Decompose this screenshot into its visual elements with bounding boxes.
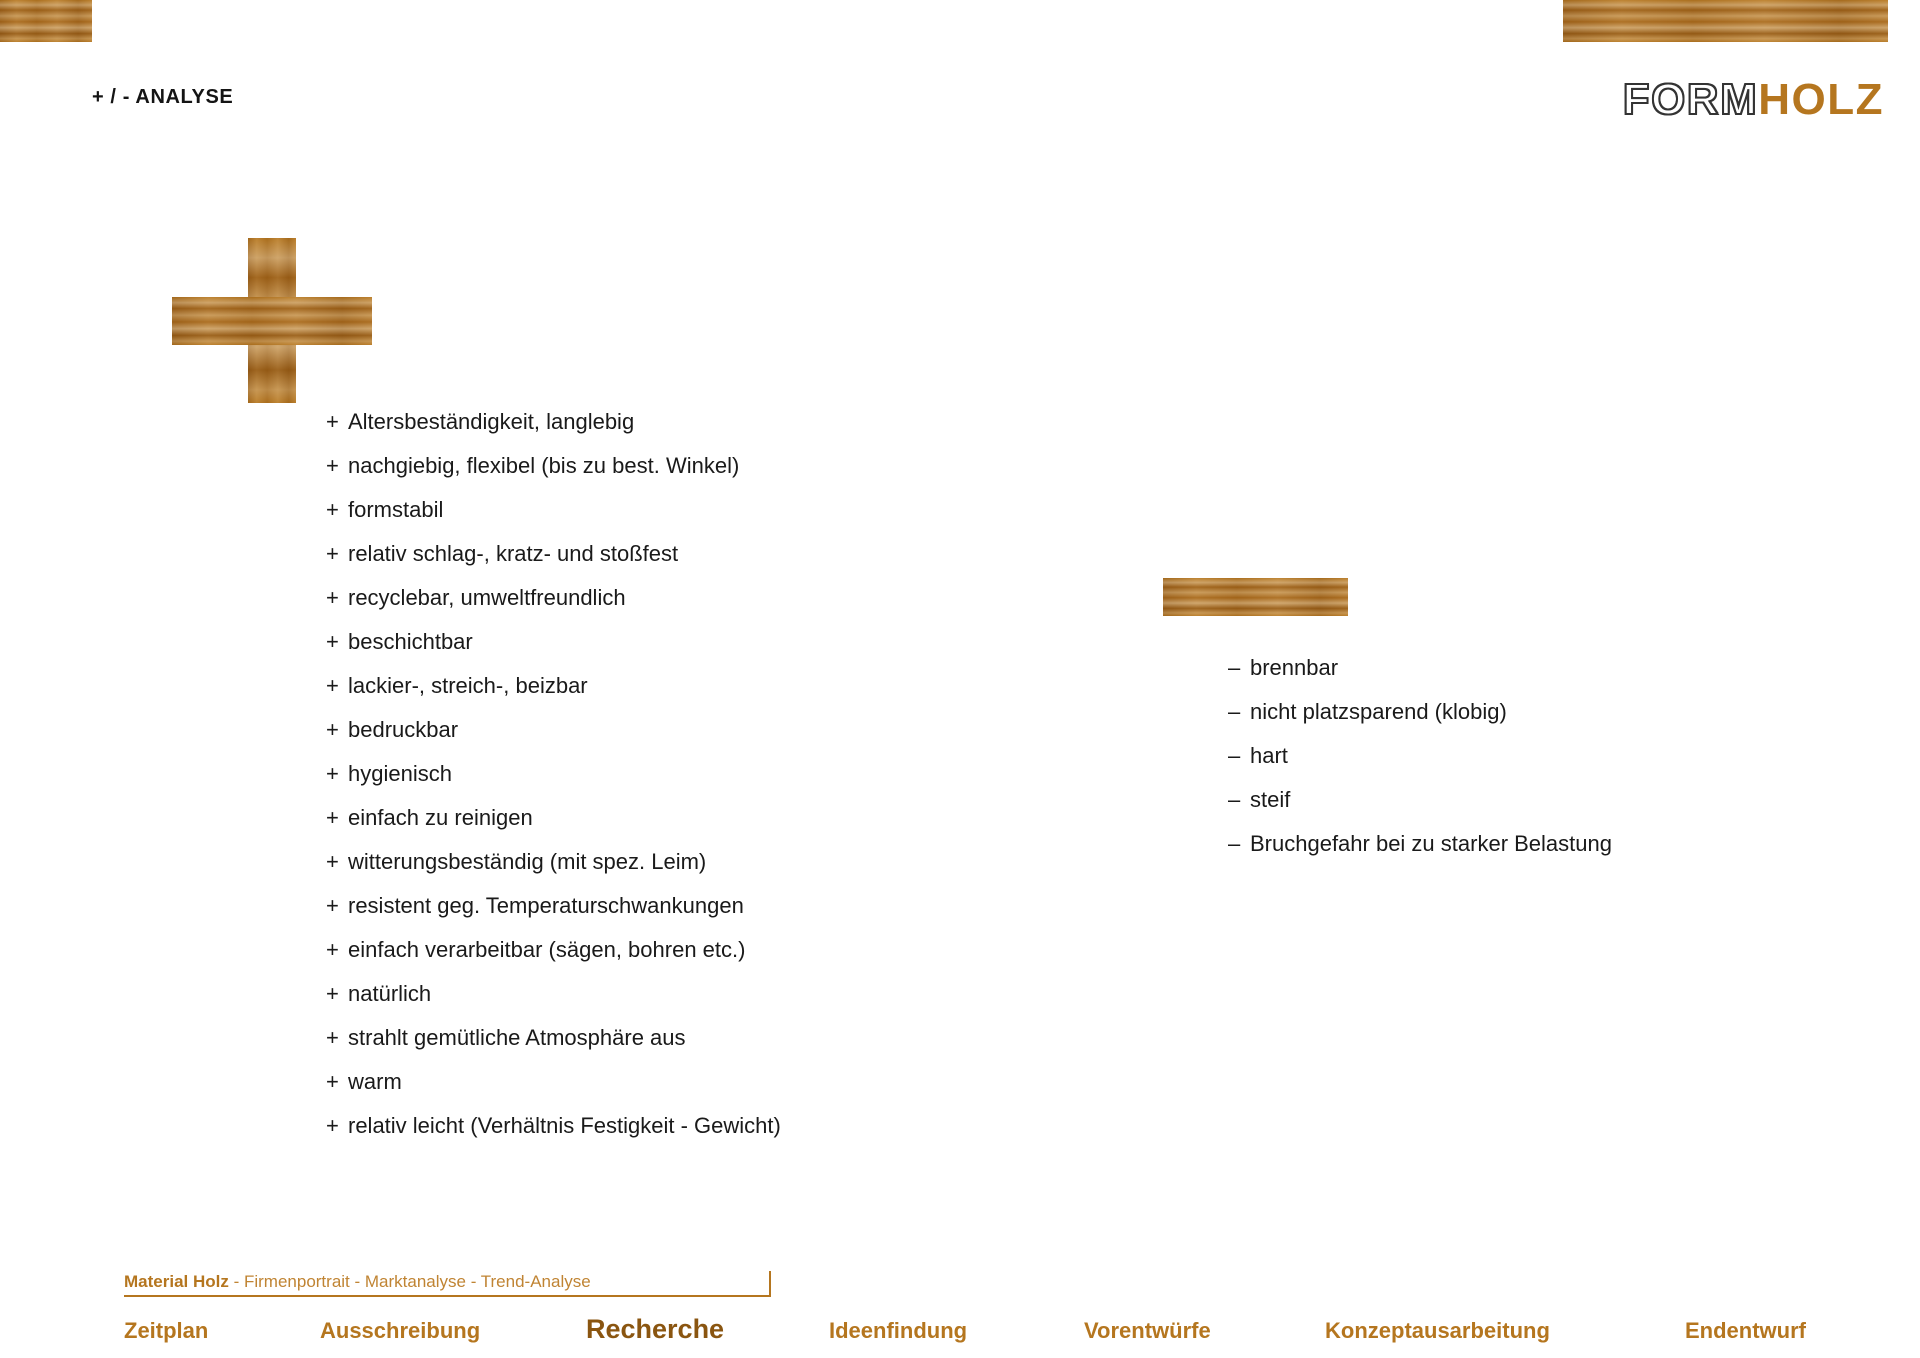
item-sign: + xyxy=(326,453,339,478)
list-item xyxy=(326,576,781,620)
item-sign: + xyxy=(326,497,339,522)
item-text: natürlich xyxy=(348,981,432,1006)
list-item xyxy=(326,1060,781,1104)
list-item xyxy=(1228,822,1612,866)
item-sign: + xyxy=(326,893,339,918)
item-sign: + xyxy=(326,1113,339,1138)
item-sign: + xyxy=(326,717,339,742)
list-item xyxy=(326,620,781,664)
top-left-wood-bar xyxy=(0,0,92,42)
item-sign: + xyxy=(326,981,339,1006)
nav-item-endentwurf[interactable]: Endentwurf xyxy=(1685,1318,1806,1343)
footer-subline-rule xyxy=(124,1295,770,1297)
item-text: formstabil xyxy=(348,497,444,522)
item-sign: + xyxy=(326,629,339,654)
item-sign: + xyxy=(326,761,339,786)
minus-sign-icon xyxy=(1163,578,1348,616)
list-item xyxy=(326,488,781,532)
item-sign: + xyxy=(326,1025,339,1050)
item-sign: + xyxy=(326,673,339,698)
cons-list xyxy=(1228,646,1612,866)
item-text: witterungsbeständig (mit spez. Leim) xyxy=(348,849,707,874)
nav-item-ausschreibung[interactable]: Ausschreibung xyxy=(320,1318,481,1343)
logo-text-form: FORM xyxy=(1622,75,1759,124)
nav-item-zeitplan[interactable]: Zeitplan xyxy=(124,1318,209,1343)
list-item xyxy=(326,796,781,840)
item-text: nicht platzsparend (klobig) xyxy=(1250,699,1507,724)
item-text: steif xyxy=(1250,787,1291,812)
item-text: bedruckbar xyxy=(348,717,459,742)
nav-item-konzeptausarbeitung[interactable]: Konzeptausarbeitung xyxy=(1325,1318,1550,1343)
item-text: brennbar xyxy=(1250,655,1339,680)
list-item xyxy=(326,664,781,708)
item-sign: + xyxy=(326,541,339,566)
item-sign: + xyxy=(326,409,339,434)
item-text: relativ leicht (Verhältnis Festigkeit - Gewicht) xyxy=(348,1113,781,1138)
item-sign: + xyxy=(326,937,339,962)
footer-subline-rest: - Firmenportrait - Marktanalyse - Trend-Analyse xyxy=(228,1272,591,1291)
item-text: beschichtbar xyxy=(348,629,473,654)
item-sign: + xyxy=(326,1069,339,1094)
item-text: Altersbeständigkeit, langlebig xyxy=(348,409,635,434)
list-item xyxy=(326,884,781,928)
item-text: nachgiebig, flexibel (bis zu best. Winkel) xyxy=(348,453,740,478)
footer-subline xyxy=(124,1272,591,1292)
footer-subline-strong: Material Holz xyxy=(124,1272,229,1291)
plus-sign-icon xyxy=(172,238,372,403)
item-sign: – xyxy=(1228,831,1241,856)
list-item xyxy=(326,752,781,796)
list-item xyxy=(326,532,781,576)
item-sign: + xyxy=(326,849,339,874)
item-text: Bruchgefahr bei zu starker Belastung xyxy=(1250,831,1612,856)
item-sign: – xyxy=(1228,655,1241,680)
item-sign: + xyxy=(326,805,339,830)
footer-nav xyxy=(124,1314,1864,1358)
item-text: einfach zu reinigen xyxy=(348,805,533,830)
item-text: warm xyxy=(348,1069,402,1094)
list-item xyxy=(326,840,781,884)
list-item xyxy=(326,1104,781,1148)
nav-item-recherche[interactable]: Recherche xyxy=(586,1314,725,1344)
item-sign: + xyxy=(326,585,339,610)
logo-text-holz: HOLZ xyxy=(1758,75,1884,124)
list-item xyxy=(326,928,781,972)
list-item xyxy=(326,1016,781,1060)
item-sign: – xyxy=(1228,699,1241,724)
item-text: einfach verarbeitbar (sägen, bohren etc.) xyxy=(348,937,746,962)
formholz-logo xyxy=(1622,75,1884,124)
footer-subline-tick xyxy=(769,1271,771,1297)
item-text: hart xyxy=(1250,743,1288,768)
list-item xyxy=(1228,690,1612,734)
item-text: recyclebar, umweltfreundlich xyxy=(348,585,626,610)
list-item xyxy=(1228,646,1612,690)
item-text: resistent geg. Temperaturschwankungen xyxy=(348,893,744,918)
item-text: strahlt gemütliche Atmosphäre aus xyxy=(348,1025,686,1050)
top-right-wood-bar xyxy=(1563,0,1888,42)
item-text: relativ schlag-, kratz- und stoßfest xyxy=(348,541,679,566)
list-item xyxy=(326,708,781,752)
item-sign: – xyxy=(1228,743,1241,768)
plus-horizontal-bar xyxy=(172,297,372,345)
pros-list xyxy=(326,400,781,1148)
nav-item-vorentwuerfe[interactable]: Vorentwürfe xyxy=(1084,1318,1211,1343)
list-item xyxy=(326,444,781,488)
list-item xyxy=(326,972,781,1016)
list-item xyxy=(1228,778,1612,822)
item-sign: – xyxy=(1228,787,1241,812)
list-item xyxy=(326,400,781,444)
list-item xyxy=(1228,734,1612,778)
page-title: + / - ANALYSE xyxy=(92,86,234,108)
nav-item-ideenfindung[interactable]: Ideenfindung xyxy=(829,1318,968,1343)
item-text: hygienisch xyxy=(348,761,452,786)
item-text: lackier-, streich-, beizbar xyxy=(348,673,588,698)
